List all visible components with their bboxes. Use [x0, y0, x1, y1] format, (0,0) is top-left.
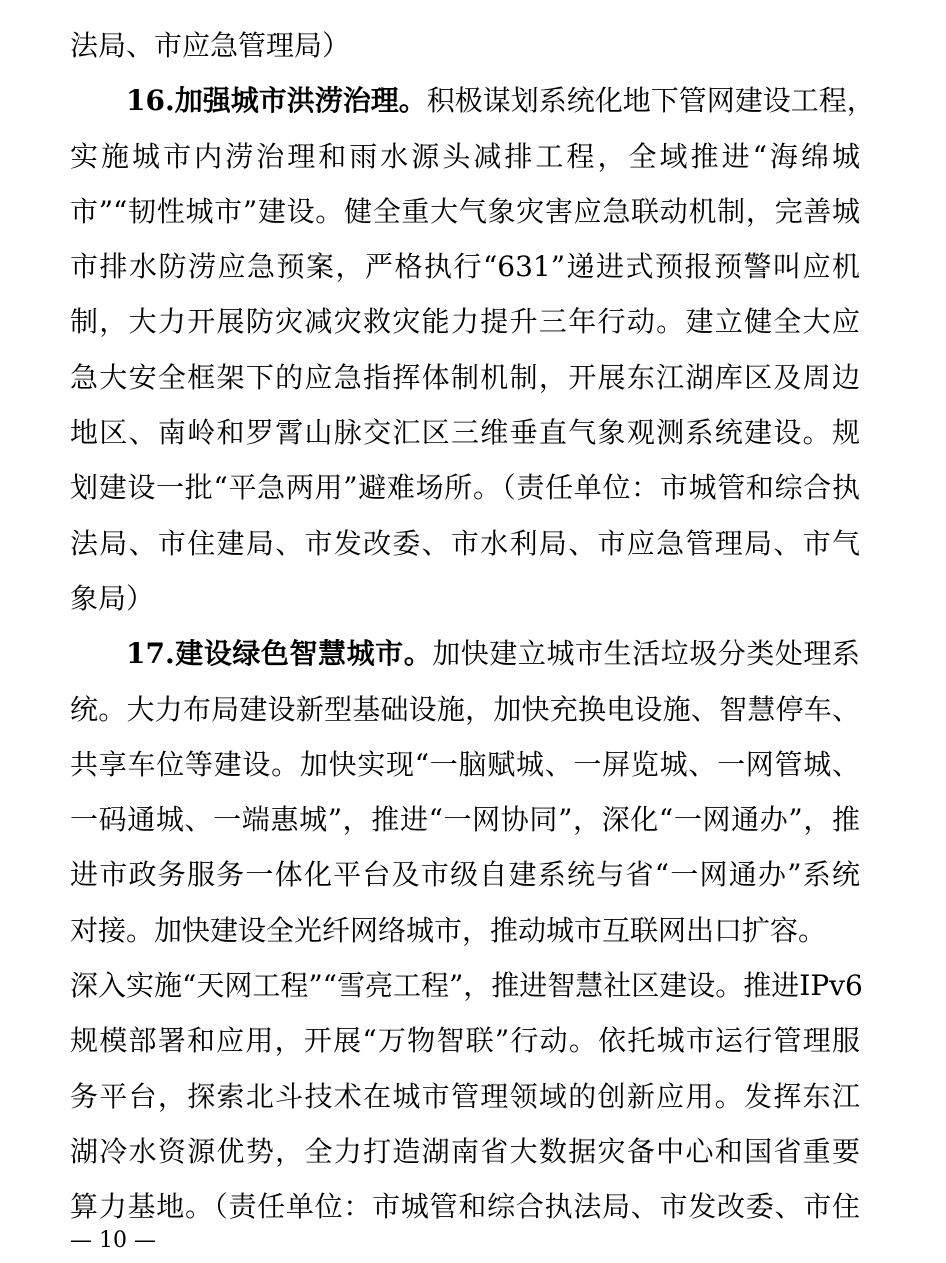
text-line: 法局、市应急管理局） [70, 29, 351, 62]
section-16-heading: 16.加强城市洪涝治理。 [126, 84, 427, 118]
text-line: 划建设一批“平急两用”避难场所。（责任单位：市城管和综合执 [70, 471, 860, 505]
text-line: 实施城市内涝治理和雨水源头减排工程，全域推进“海绵城 [70, 139, 860, 173]
document-body [70, 18, 875, 1235]
section-16-first-line: 16.加强城市洪涝治理。积极谋划系统化地下管网建设工程， [126, 84, 875, 118]
section-17-heading: 17.建设绿色智慧城市。 [126, 637, 433, 671]
text-line: 市排水防涝应急预案，严格执行“631”递进式预报预警叫应机 [70, 250, 860, 284]
section-17-first-line: 17.建设绿色智慧城市。加快建立城市生活垃圾分类处理系 [126, 637, 860, 671]
text-line: 务平台，探索北斗技术在城市管理领域的创新应用。发挥东江 [70, 1079, 860, 1113]
text-line: 统。大力布局建设新型基础设施，加快充换电设施、智慧停车、 [70, 692, 860, 726]
text-line: 制，大力开展防灾减灾救灾能力提升三年行动。建立健全大应 [70, 305, 860, 339]
text-line: 市”“韧性城市”建设。健全重大气象灾害应急联动机制，完善城 [70, 194, 860, 228]
text-line: 算力基地。（责任单位：市城管和综合执法局、市发改委、市住 [70, 1190, 860, 1224]
text-line: 进市政务服务一体化平台及市级自建系统与省“一网通办”系统 [70, 858, 860, 892]
text-line: 地区、南岭和罗霄山脉交汇区三维垂直气象观测系统建设。规 [70, 416, 860, 450]
text-line: 对接。加快建设全光纤网络城市，推动城市互联网出口扩容。 [70, 913, 827, 947]
text-line: 象局） [70, 581, 155, 615]
text-line: 共享车位等建设。加快实现“一脑赋城、一屏览城、一网管城、 [70, 747, 860, 781]
page-number: — 10 — [70, 1228, 156, 1253]
text-line: 规模部署和应用，开展“万物智联”行动。依托城市运行管理服 [70, 1024, 860, 1058]
text-line: 深入实施“天网工程”“雪亮工程”，推进智慧社区建设。推进IPv6 [70, 969, 863, 1003]
text-line: 一码通城、一端惠城”，推进“一网协同”，深化“一网通办”，推 [70, 803, 860, 837]
text-line: 急大安全框架下的应急指挥体制机制，开展东江湖库区及周边 [70, 360, 860, 394]
text-line: 法局、市住建局、市发改委、市水利局、市应急管理局、市气 [70, 526, 860, 560]
text-line: 湖冷水资源优势，全力打造湖南省大数据灾备中心和国省重要 [70, 1134, 860, 1168]
